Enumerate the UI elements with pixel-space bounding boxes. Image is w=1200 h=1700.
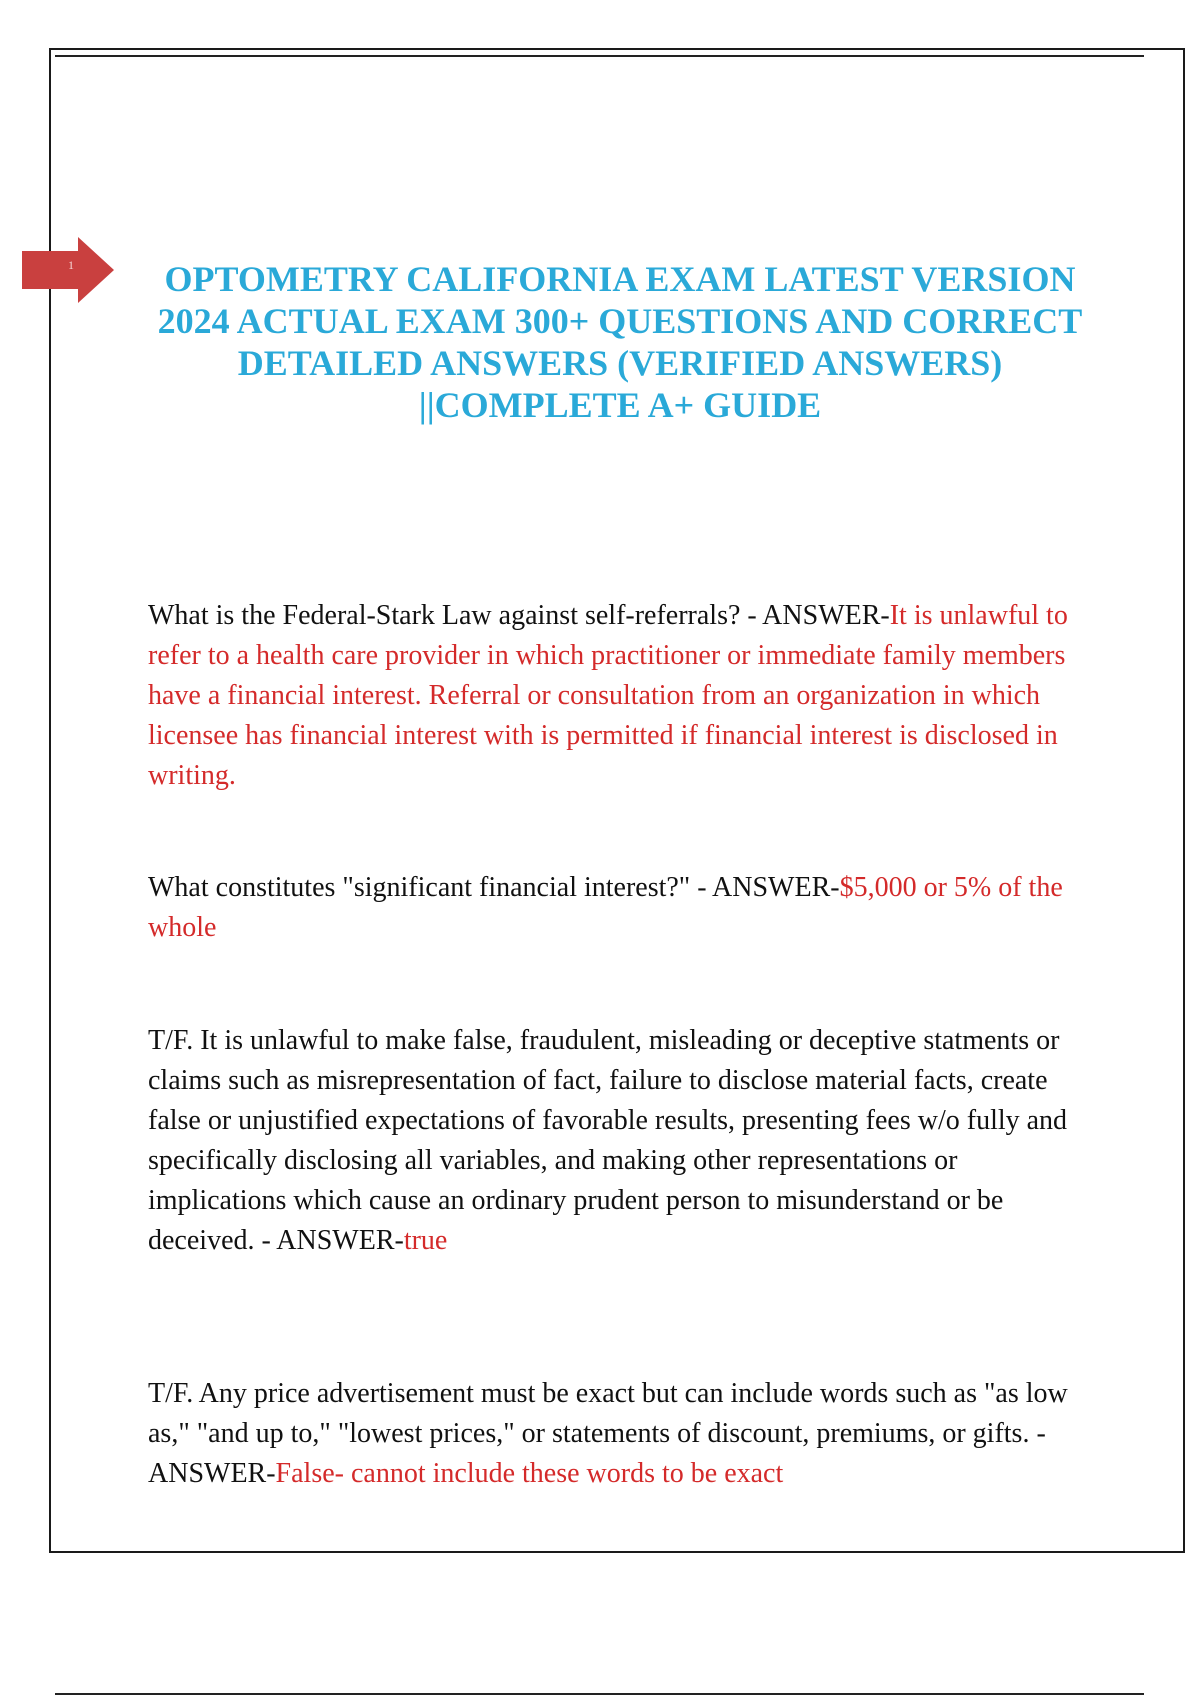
question-text: What constitutes "significant financial interest?" - ANSWER- [148, 872, 840, 903]
answer-text: true [403, 1225, 448, 1256]
question-text: T/F. It is unlawful to make false, fraudulent, misleading or deceptive statments or claims such as misrepresentation of fact, failure to disclose material facts, create false or unjustified expectations of favorable results, presenting fees w/o fully and specifically disclosing all variables, and making other representations or implications which cause an ordinary prudent person to misunderstand or be deceived. - ANSWER- [148, 1025, 1068, 1256]
qa-item [148, 596, 1093, 796]
qa-item [148, 868, 1093, 948]
page-marker-label: 1 [68, 258, 74, 272]
bottom-rule [55, 1693, 1144, 1695]
question-text: T/F. Any price advertisement must be exact but can include words such as "as low as," "and up to," "lowest prices," or statements of discount, premiums, or gifts. - ANSWER- [148, 1378, 1068, 1489]
document-title: OPTOMETRY CALIFORNIA EXAM LATEST VERSION 2024 ACTUAL EXAM 300+ QUESTIONS AND CORRECT DETAILED ANSWERS (VERIFIED ANSWERS) ||COMPLETE A+ GUIDE [157, 259, 1083, 425]
qa-item [148, 1021, 1093, 1261]
qa-item [148, 1374, 1093, 1494]
answer-text: False- cannot include these words to be exact [275, 1458, 784, 1489]
top-rule [55, 55, 1144, 57]
answer-text: $5,000 or 5% of the whole [148, 872, 1063, 943]
question-text: What is the Federal-Stark Law against self-referrals? - ANSWER- [148, 600, 890, 631]
answer-text: It is unlawful to refer to a health care provider in which practitioner or immediate family members have a financial interest. Referral or consultation from an organization in which licensee has financial interest with is permitted if financial interest is disclosed in writing. [148, 600, 1068, 791]
